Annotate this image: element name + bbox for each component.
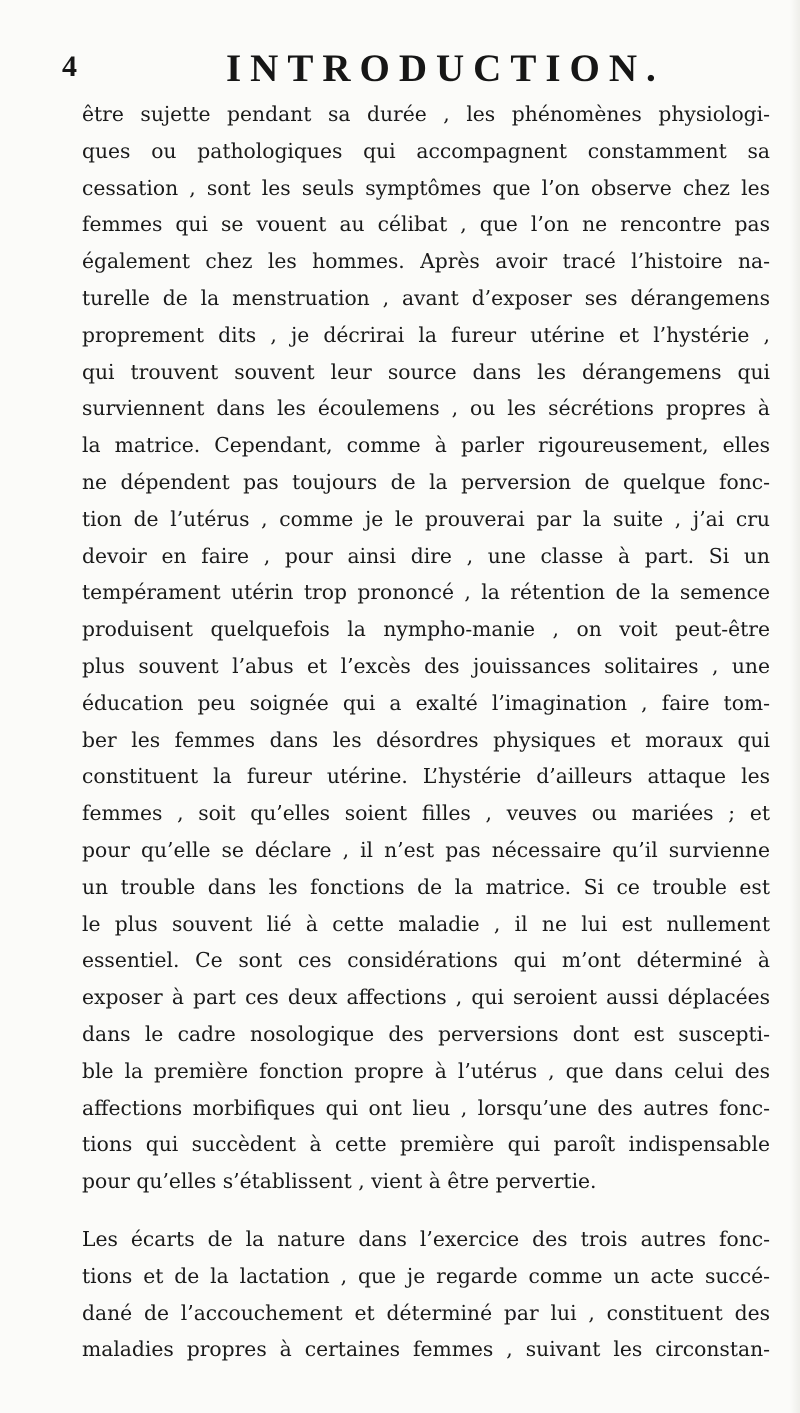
text-line: un trouble dans les fonctions de la matrice. Si ce trouble est bbox=[82, 874, 770, 899]
text-line: tion de l’utérus , comme je le prouverai par la suite , j’ai cru bbox=[82, 506, 770, 531]
text-line: dané de l’accouchement et déterminé par lui , constituent des bbox=[82, 1300, 770, 1325]
text-line: essentiel. Ce sont ces considérations qui m’ont déterminé à bbox=[82, 948, 770, 973]
text-line: pour qu’elles s’établissent , vient à être pervertie. bbox=[82, 1169, 597, 1194]
text-line: également chez les hommes. Après avoir tracé l’histoire na- bbox=[82, 249, 770, 274]
text-line: produisent quelquefois la nympho-manie , on voit peut-être bbox=[82, 617, 770, 642]
text-line: éducation peu soignée qui a exalté l’imagination , faire tom- bbox=[82, 690, 770, 715]
text-line: surviennent dans les écoulemens , ou les sécrétions propres à bbox=[82, 396, 770, 421]
page-edge-shadow bbox=[790, 0, 800, 1413]
text-line: constituent la fureur utérine. L’hystérie d’ailleurs attaque les bbox=[82, 764, 770, 789]
text-line: maladies propres à certaines femmes , suivant les circonstan- bbox=[82, 1337, 770, 1362]
text-line: femmes qui se vouent au célibat , que l’on ne rencontre pas bbox=[82, 212, 770, 237]
paragraph-1 bbox=[82, 96, 772, 1200]
text-line: femmes , soit qu’elles soient filles , veuves ou mariées ; et bbox=[82, 801, 770, 826]
text-line: la matrice. Cependant, comme à parler rigoureusement, elles bbox=[82, 433, 770, 458]
page-number: 4 bbox=[62, 50, 77, 83]
paragraph-2 bbox=[82, 1221, 772, 1368]
text-line: plus souvent l’abus et l’excès des jouissances solitaires , une bbox=[82, 653, 770, 678]
paragraph-gap bbox=[82, 1200, 772, 1221]
text-line: exposer à part ces deux affections , qui seroient aussi déplacées bbox=[82, 985, 770, 1010]
text-line: ques ou pathologiques qui accompagnent constamment sa bbox=[82, 138, 770, 163]
text-line: proprement dits , je décrirai la fureur utérine et l’hystérie , bbox=[82, 322, 770, 347]
text-line: affections morbifiques qui ont lieu , lorsqu’une des autres fonc- bbox=[82, 1095, 770, 1120]
text-line: Les écarts de la nature dans l’exercice des trois autres fonc- bbox=[82, 1226, 770, 1251]
text-line: tempérament utérin trop prononcé , la rétention de la semence bbox=[82, 580, 770, 605]
text-line: devoir en faire , pour ainsi dire , une classe à part. Si un bbox=[82, 543, 770, 568]
text-line: ble la première fonction propre à l’utérus , que dans celui des bbox=[82, 1058, 770, 1083]
text-line: ber les femmes dans les désordres physiques et moraux qui bbox=[82, 727, 770, 752]
text-line: qui trouvent souvent leur source dans les dérangemens qui bbox=[82, 359, 770, 384]
text-line: pour qu’elle se déclare , il n’est pas nécessaire qu’il survienne bbox=[82, 837, 770, 862]
text-line: dans le cadre nosologique des perversions dont est suscepti- bbox=[82, 1021, 770, 1046]
text-line: turelle de la menstruation , avant d’exposer ses dérangemens bbox=[82, 285, 770, 310]
text-line: tions et de la lactation , que je regarde comme un acte succé- bbox=[82, 1263, 770, 1288]
body-text bbox=[82, 96, 772, 1368]
chapter-title: INTRODUCTION. bbox=[226, 47, 665, 90]
text-line: ne dépendent pas toujours de la perversion de quelque fonc- bbox=[82, 469, 770, 494]
text-line: être sujette pendant sa durée , les phénomènes physiologi- bbox=[82, 102, 770, 126]
running-head bbox=[58, 40, 778, 90]
text-line: cessation , sont les seuls symptômes que l’on observe chez les bbox=[82, 175, 770, 200]
text-line: le plus souvent lié à cette maladie , il ne lui est nullement bbox=[82, 911, 770, 936]
text-line: tions qui succèdent à cette première qui paroît indispensable bbox=[82, 1132, 770, 1157]
